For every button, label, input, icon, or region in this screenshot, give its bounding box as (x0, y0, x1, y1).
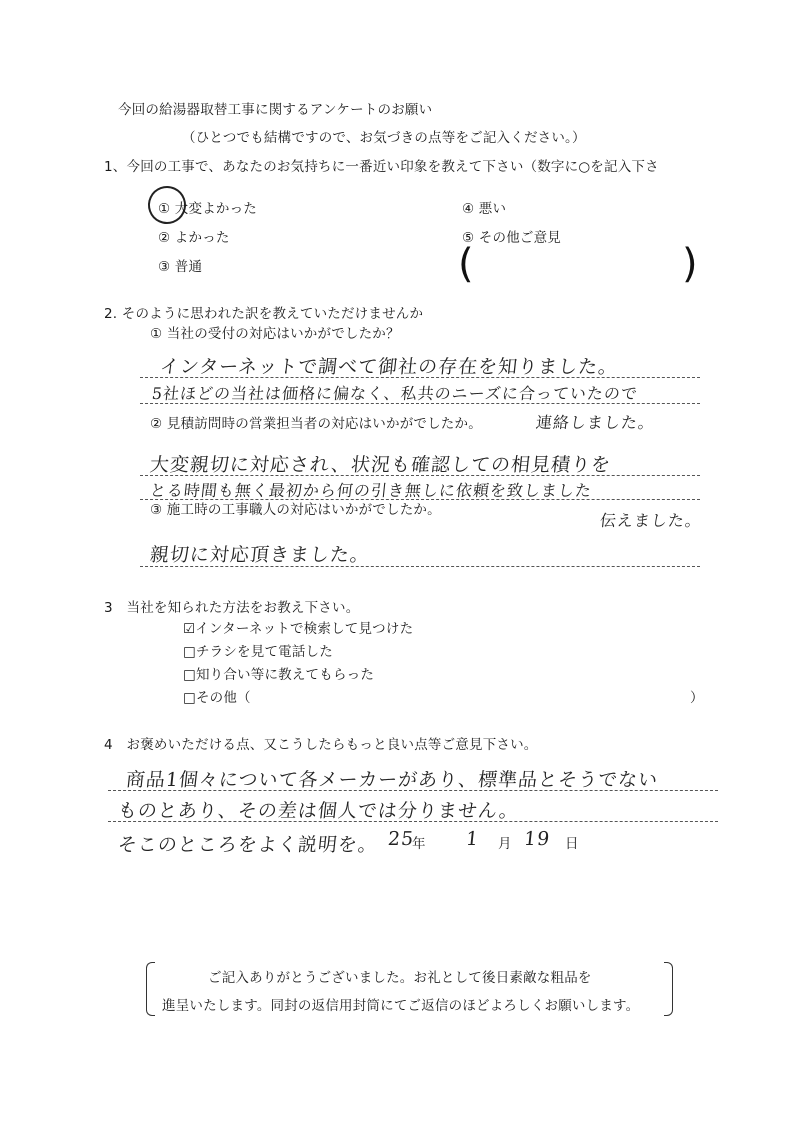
answer-rule (140, 566, 700, 567)
q1-other-paren-close: ) (682, 241, 698, 287)
footer-bracket-right (664, 962, 673, 1016)
answer-rule (140, 377, 700, 378)
q2-sub3-answer-line1: 親切に対応頂きました。 (148, 544, 372, 566)
date-year-label: 年 (412, 836, 426, 852)
q2-sub1-label: ① 当社の受付の対応はいかがでしたか？ (150, 326, 400, 342)
footer-line1: ご記入ありがとうございました。お礼として後日素敵な粗品を (208, 970, 592, 986)
footer-line2: 進呈いたします。同封の返信用封筒にてご返信のほどよろしくお願いします。 (162, 998, 640, 1014)
q2-sub2-label: ② 見積訪問時の営業担当者の対応はいかがでしたか。 (150, 416, 482, 432)
q3-option-acquaintance[interactable]: □知り合い等に教えてもらった (183, 667, 375, 683)
date-month-value: 1 (464, 828, 481, 850)
q2-question: 2. そのように思われた訳を教えていただけませんか (104, 306, 424, 322)
q2-sub2-answer-line1: 大変親切に対応され、状況も確認しての相見積りを (148, 454, 613, 476)
q4-answer-line1: 商品1個々について各メーカーがあり、標準品とそうでない (124, 769, 660, 791)
q1-option-2[interactable]: ② よかった (158, 230, 230, 246)
footer-bracket-left (146, 962, 155, 1016)
q1-other-paren-open: ( (458, 241, 474, 287)
q2-sub2-answer-line0: 連絡しました。 (534, 413, 656, 432)
q3-question: 3 当社を知られた方法をお教え下さい。 (104, 600, 360, 616)
q1-option-4[interactable]: ④ 悪い (462, 201, 507, 217)
q4-answer-line3: そこのところをよく説明を。 (116, 834, 380, 856)
q3-option-other[interactable]: □その他（ (183, 690, 251, 706)
date-day-value: 19 (522, 828, 552, 850)
q2-sub1-answer-line1: インターネットで調べて御社の存在を知りました。 (158, 356, 620, 378)
q3-other-close-paren: ） (690, 690, 704, 706)
q2-sub1-answer-line2: 5社ほどの当社は価格に偏なく、私共のニーズに合っていたので (150, 384, 639, 403)
date-day-label: 日 (565, 836, 579, 852)
q1-option-3[interactable]: ③ 普通 (158, 259, 203, 275)
q2-sub3-answer-line0: 伝えました。 (598, 511, 703, 530)
q3-option-internet[interactable]: ☑インターネットで検索して見つけた (183, 621, 414, 637)
q2-sub2-answer-line2: とる時間も無く最初から何の引き無しに依頼を致しました (148, 481, 593, 500)
answer-rule (140, 403, 700, 404)
date-month-label: 月 (498, 836, 512, 852)
answer-rule (108, 821, 718, 822)
q3-option-flyer[interactable]: □チラシを見て電話した (183, 644, 333, 660)
q2-sub3-label: ③ 施工時の工事職人の対応はいかがでしたか。 (150, 502, 441, 518)
q4-answer-line2: ものとあり、その差は個人では分りません。 (116, 800, 521, 822)
q1-option-5[interactable]: ⑤ その他ご意見 (462, 230, 561, 246)
survey-subtitle: （ひとつでも結構ですので、お気づきの点等をご記入ください。） (182, 130, 586, 146)
date-year-value: 25 (386, 828, 416, 850)
answer-rule (140, 475, 700, 476)
answer-rule (108, 790, 718, 791)
survey-title: 今回の給湯器取替工事に関するアンケートのお願い (118, 102, 433, 118)
q4-question: 4 お褒めいただける点、又こうしたらもっと良い点等ご意見下さい。 (104, 737, 538, 753)
q1-question: 1、今回の工事で、あなたのお気持ちに一番近い印象を教えて下さい（数字に○を記入下さ (104, 159, 659, 175)
q1-option-1[interactable]: ① 大変よかった (158, 201, 257, 217)
